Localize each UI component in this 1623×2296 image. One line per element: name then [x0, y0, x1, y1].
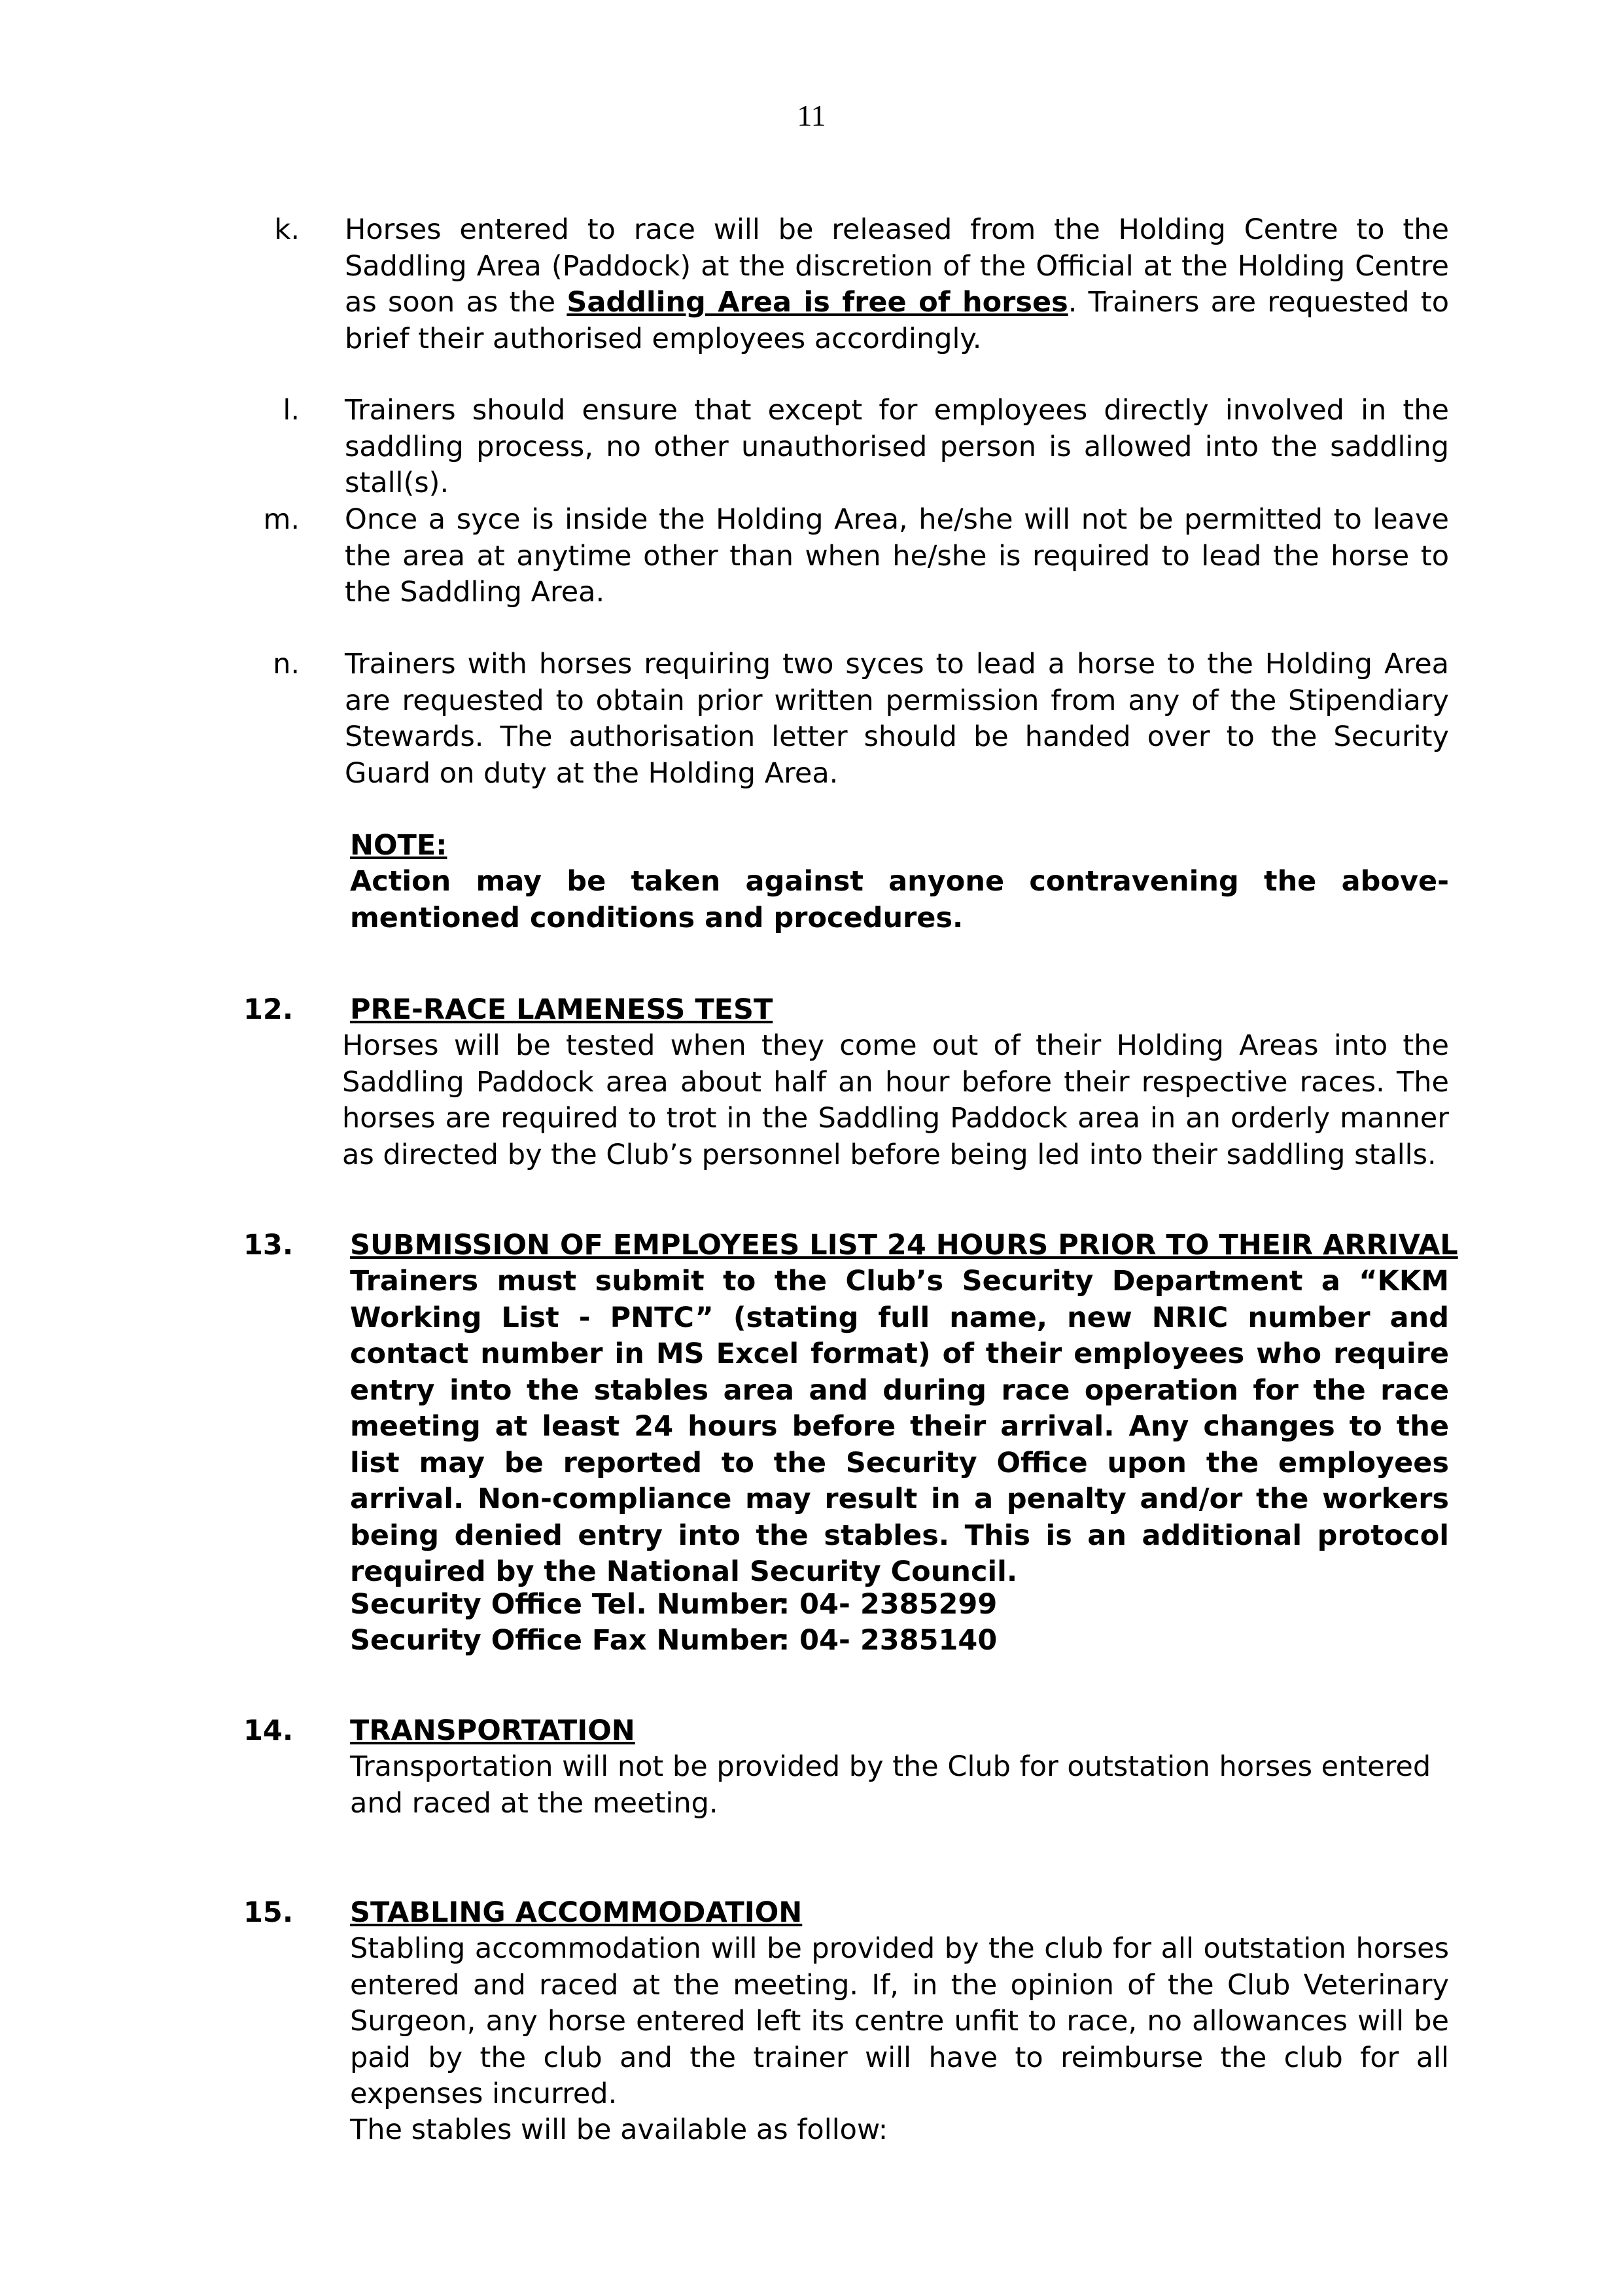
security-tel-value: : 04- 2385299: [778, 1588, 998, 1621]
section-14-text: Transportation will not be provided by the Club for outstation horses entered and raced at the meeting.: [350, 1750, 1431, 1820]
section-15-follow-text: The stables will be available as follow:: [350, 2113, 888, 2146]
item-l-text: Trainers should ensure that except for employees directly involved in the saddling process, no other unauthorised person is allowed into the saddling stall(s).: [345, 394, 1449, 499]
item-l-letter: l.: [283, 394, 300, 427]
section-12-heading: PRE-RACE LAMENESS TEST: [350, 993, 773, 1026]
item-m-letter: m.: [263, 503, 300, 536]
item-k-text: [345, 212, 1449, 357]
section-12-number: 12.: [243, 993, 294, 1026]
item-n-letter: n.: [273, 648, 300, 680]
section-15-number: 15.: [243, 1896, 294, 1929]
item-k-letter: k.: [274, 213, 300, 246]
section-13-text: Trainers must submit to the Club’s Security Department a “KKM Working List - PNTC” (stating full name, new NRIC number and contact number in MS Excel format) of their employees who require entry into the stables area and during race operation for the race meeting at least 24 hours before their arrival. Any changes to the list may be reported to the Security Office upon the employees arrival. Non-compliance may result in a penalty and/or the workers being denied entry into the stables. This is an additional protocol required by the National Security Council.: [350, 1265, 1449, 1588]
security-tel-label: Security Office Tel. Number: [350, 1588, 783, 1621]
page-number: 11: [797, 99, 826, 132]
item-k-text-after: . Trainers are requested to brief their authorised employees accordingly.: [345, 286, 1450, 355]
section-13-heading: SUBMISSION OF EMPLOYEES LIST 24 HOURS PRIOR TO THEIR ARRIVAL: [350, 1229, 1458, 1262]
security-fax-value: : 04- 2385140: [778, 1624, 998, 1657]
item-k-emphasis: Saddling Area is free of horses: [567, 286, 1068, 319]
security-fax-label: Security Office Fax Number: [350, 1624, 782, 1657]
note-text: Action may be taken against anyone contravening the above-mentioned conditions and procedures.: [350, 865, 1449, 934]
section-14-number: 14.: [243, 1714, 294, 1747]
section-12-text: Horses will be tested when they come out of their Holding Areas into the Saddling Paddock area about half an hour before their respective races. The horses are required to trot in the Saddling Paddock area in an orderly manner as directed by the Club’s personnel before being led into their saddling stalls.: [342, 1029, 1449, 1171]
item-k-text-before: Horses entered to race will be released from the Holding Centre to the Saddling Area (Paddock) at the discretion of the Official at the Holding Centre as soon as the: [345, 213, 1449, 319]
note-label: NOTE:: [350, 829, 447, 862]
section-15-heading: STABLING ACCOMMODATION: [350, 1896, 803, 1929]
section-15-text: Stabling accommodation will be provided by the club for all outstation horses entered and raced at the meeting. If, in the opinion of the Club Veterinary Surgeon, any horse entered left its centre unfit to race, no allowances will be paid by the club and the trainer will have to reimburse the club for all expenses incurred.: [350, 1932, 1449, 2110]
section-13-number: 13.: [243, 1229, 294, 1262]
security-fax-row: [350, 1623, 997, 1659]
item-m-text: Once a syce is inside the Holding Area, he/she will not be permitted to leave the area at anytime other than when he/she is required to lead the horse to the Saddling Area.: [345, 503, 1449, 609]
section-14-heading: TRANSPORTATION: [350, 1714, 635, 1747]
security-tel-row: [350, 1587, 997, 1623]
item-n-text: Trainers with horses requiring two syces to lead a horse to the Holding Area are requested to obtain prior written permission from any of the Stipendiary Stewards. The authorisation letter should be handed over to the Security Guard on duty at the Holding Area.: [345, 648, 1449, 790]
